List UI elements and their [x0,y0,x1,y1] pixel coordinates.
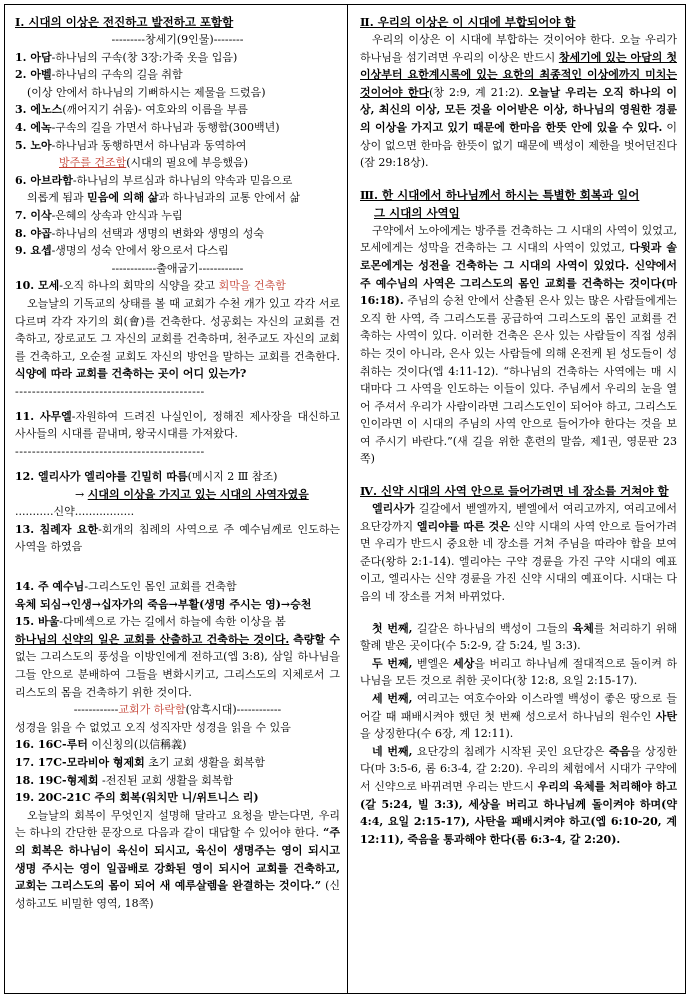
item-noah-cont [15,154,340,172]
separator-creation: ---------창세기(9인물)-------- [111,33,244,46]
item-num: 6. 아브라함 [15,173,73,187]
item-enoch [15,119,340,137]
paragraph-text: 길갈에서 벧엘까지, 벧엘에서 여리고까지, 여리고에서 요단강까지 [360,502,677,533]
item-text: (이상 안에서 하나님의 기뻐하시는 제물을 드렸음) [27,85,266,99]
item-jesus [15,578,340,596]
section-2-paragraph [360,31,677,172]
section-4-title: Ⅳ. 신약 시대의 사역 안으로 들어가려면 네 장소를 거쳐야 함 [360,484,669,499]
jesus-steps: 육체 되심→인생→십자가의 죽음→부활(생명 주시는 영)→승천 [15,597,312,611]
item-num: 4. 에녹 [15,120,52,134]
paragraph-text: 이상이 없으면 한마음 한뜻이 없기 때문에 백성이 제한을 벗어던진다(잠 29:18상). [360,120,678,170]
left-column [5,5,348,993]
paragraph-emph: 창세기에 있는 아담의 첫 이상부터 요한계시록에 있는 요한의 최종적인 이상에까지 미치는 것이어야 한다 [360,50,677,99]
paragraph-bold: 엘리야를 따른 것은 [416,519,510,533]
paragraph-bold: “주의 회복은 하나님이 육신이 되시고, 육신이 생명주는 영이 되시고 생명 주시는 영이 일곱배로 강화된 영이 되시어 교회를 건축하고, 교회는 그리스도의 몸이 되어 새 예루살렘을 완결하는 것이다.” [15,826,340,893]
item-text: 초기 교회 생활을 회복함 [144,755,266,769]
section-3-title-cont [360,204,677,222]
divider-1: --------------------------------------------- [15,384,205,398]
place-text: 을 상징한다(수 6장, 계 12:11). [360,727,514,741]
item-text: -다메섹으로 가는 길에서 하늘에 속한 이상을 봄 [59,615,286,629]
spacer [360,172,677,186]
item-num: 14. 주 예수님 [15,580,85,594]
item-text: (깨어지기 쉬움)- 여호와의 이름을 부름 [62,103,248,117]
paragraph-text: 없는 그리스도의 풍성을 이방인에게 전하고(엡 3:8), 삼일 하나님을 그들 안으로 분배하여 그들을 변화시키고, 그리스도의 지체로서 그리스도의 몸을 건축하기 위한 것이다. [15,650,340,699]
place-text: 요단강의 침례가 시작된 곳인 요단강은 [412,744,609,758]
paul-paragraph [15,631,340,701]
section-3-paragraph [360,222,677,468]
item-jacob [15,225,340,243]
item-text: 과 하나님과의 교통 안에서 삶 [158,191,301,205]
item-num: 1. 아담 [15,50,52,64]
place-text: 여리고는 여호수아와 이스라엘 백성이 좋은 땅으로 들어갈 때 패배시켜야 했던 첫 번째 성으로서 하나님의 원수인 [360,692,677,723]
item-num: 7. 이삭 [15,208,52,222]
item-num: 3. 에노스 [15,103,63,117]
item-abraham-cont [15,189,340,207]
item-num: 11. 사무엘 [15,409,72,423]
place-label: 두 번째, [372,656,413,670]
sep-text: (암흑시대)------------ [185,703,282,717]
item-bold: 믿음에 의해 삶 [87,191,159,205]
paragraph-text: (신성하고도 비밀한 영역, 18쪽) [15,879,340,910]
place-keyword: 세상 [453,656,475,670]
place-third [360,690,677,743]
item-samuel [15,408,340,443]
item-text: -자원하여 드려진 나실인이, 정해진 제사장을 대신하고 사사들의 시대를 끝내며, 왕국시대를 가져왔다. [15,409,340,441]
document-page [4,4,686,994]
item-text: -회개의 침례의 사역으로 주 예수님께로 인도하는 사역을 하였음 [15,522,340,554]
paul-emph: 하나님의 신약의 일은 교회를 산출하고 건축하는 것이다. [15,632,290,646]
paragraph-text: 오늘날의 회복이 무엇인지 설명해 달라고 요청을 받는다면, 우리는 하나의 간단한 문장으로 다음과 같이 대답할 수 있어야 한다. [15,808,340,840]
moses-highlight: 회막을 건축함 [218,279,286,293]
place-text: 를 처리하기 위해 할례 받은 곳이다(수 5:2-9, 갈 5:24, 빌 3:3). [360,621,677,653]
place-fourth [360,743,677,849]
item-paul [15,613,340,631]
item-text: -그리스도인 몸인 교회를 건축함 [84,580,237,594]
place-summary-bold: 우리의 육체를 처리해야 하고(갈 5:24, 빌 3:3), 세상을 버리고 하나님께 돌이켜야 하며(약 4:4, 요일 2:15-17), 사탄을 패배시켜야 하고(엡 6:10-20, 계 12:11), 죽음을 통과해야 한다(롬 6:3-4, 갈 2:20). [360,779,677,846]
item-num: 15. 바울 [15,615,60,629]
item-text: -하나님의 구속의 길을 취함 [51,68,183,82]
item-elisha-cont [15,486,340,504]
spacer [15,556,340,578]
paragraph-text: 구약에서 노아에게는 방주를 건축하는 그 시대의 사역이 있었고, 모세에게는 성막을 건축하는 그 시대의 사역이 있었고, [360,223,677,255]
place-text: 길갈은 하나님의 백성이 그들의 [412,621,573,635]
item-num: 19. 20C-21C 주의 회복(워치만 니/위트니스 리) [15,791,259,805]
item-moses [15,277,340,295]
section-3-title-text: 그 시대의 사역임 [374,205,460,220]
right-column [348,5,685,993]
item-num: 2. 아벨 [15,68,52,82]
paragraph-bold: 다윗과 솔로몬에게는 성전을 건축하는 그 시대의 사역이 있었다. 신약에서 주 예수님의 사역은 그리스도의 몸인 교회를 건축하는 것이다(마 16:18). [360,241,677,308]
place-keyword: 죽음 [608,744,631,758]
item-text: 의롭게 됨과 [27,191,88,205]
section-3-title: Ⅲ. 한 시대에서 하나님께서 하시는 특별한 회복과 일어 [360,187,640,202]
item-text: -하나님과 동행하면서 하나님과 동역하여 [51,138,247,152]
paragraph-text: 우리의 이상은 이 시대에 부합하는 것이어야 한다. 오늘 우리가 하나님을 섬기려면 우리의 이상은 반드시 [360,33,677,64]
place-label: 네 번째, [372,744,413,758]
item-text: 이신칭의(以信稱義) [87,738,187,752]
item-text: (시대의 필요에 부응했음) [126,156,249,170]
item-isaac [15,207,340,225]
item-luther [15,736,340,754]
item-recovery [15,789,340,807]
separator-nt: ...........신약................. [15,505,135,519]
paragraph-bold: 엘리사가 [372,502,415,516]
place-text: 벧엘은 [412,656,454,670]
place-text: 을 버리고 하나님께 절대적으로 돌이켜 하나님을 모든 것으로 취한 곳이다(창 12:8, 요일 2:15-17). [360,656,677,688]
item-text: -전진된 교회 생활을 회복함 [98,773,234,787]
item-john [15,521,340,556]
paragraph-bold: 측량할 수 [293,632,340,646]
paragraph-text: (창 2:9, 계 21:2). [429,85,524,99]
noah-ark-highlight: 방주를 건조함 [59,156,127,170]
item-joseph [15,242,340,260]
divider-2: --------------------------------------------- [15,445,205,459]
section-4-paragraph [360,500,677,606]
section-1-title: Ⅰ. 시대의 이상은 전진하고 발전하고 포함함 [15,15,234,29]
item-text: -하나님의 선택과 생명의 변화와 생명의 성숙 [51,226,265,240]
item-text: -하나님의 부르심과 하나님의 약속과 믿음으로 [72,173,293,187]
dark-ages-highlight: 교회가 하락함 [118,703,186,717]
spacer [360,606,677,620]
section-2-title: Ⅱ. 우리의 이상은 이 시대에 부합되어야 함 [360,15,576,29]
place-keyword: 육체 [572,621,594,635]
dark-ages-text: 성경을 읽을 수 없었고 오직 성직자만 성경을 읽을 수 있음 [15,720,291,734]
item-adam [15,49,340,67]
item-elisha [15,468,340,486]
paragraph-text: 주님의 승천 안에서 산출된 은사 있는 많은 사람들에게는 오직 한 사역, 즉 그리스도를 공급하여 그리스도의 몸인 교회를 건축하는 사역이 있다. 이러한 건축은 은사 있는 사람들이 직접 성취하는 것이 아니라, 은사 있는 사람들에 의해 온전케 된 성도들이 성취하는 것이다(엡 4:11-12). “하나님의 건축하는 사역에는 매 시대마다 그 사역을 인도하는 이들이 있다. 주님께서 우리의 눈을 열어 주셔서 우리가 사람이라면 그리스도인이 되어야 하고, 그리스도인이라면 이 시대의 주님의 사역 안으로 들어가야 한다는 것을 보여 주시기 바란다.”(새 길을 위한 훈련의 말씀, 제1권, 영문판 23쪽) [360,294,677,466]
item-text: -하나님의 구속(창 3장:가죽 옷을 입음) [51,50,238,64]
item-text: -오직 하나의 회막의 식양을 갖고 [59,279,219,293]
item-abel-note [15,84,340,102]
item-abel [15,66,340,84]
item-moravian [15,754,340,772]
item-abraham [15,172,340,190]
place-second [360,655,677,690]
item-num: 16. 16C-루터 [15,738,88,752]
place-label: 세 번째, [372,692,413,705]
item-num: 10. 모세 [15,279,60,293]
sep-text: ------------ [73,703,119,717]
item-num: 5. 노아 [15,138,52,152]
paragraph-text: 오늘날의 기독교의 상태를 볼 때 교회가 수천 개가 있고 각각 서로 다르며 각각 자기의 회(會)를 건축한다. 성공회는 자신의 교회를 건축하고, 장로교도 그 자신의 교회를 건축하며, 천주교도 자신의 교회를 건축하고, 오순절 교회도 자신의 방언을 말하는 교회를 건축한다. [15,296,340,363]
item-text: -구속의 길을 가면서 하나님과 동행함(300백년) [51,120,280,134]
item-num: 9. 요셉 [15,244,52,258]
item-num: 12. 엘리사가 엘리야를 긴밀히 따름 [15,470,188,484]
place-label: 첫 번째, [372,621,413,635]
spacer [15,460,340,468]
separator-exodus: ------------출애굽기------------ [111,261,244,275]
item-text: (메시지 2 Ⅲ 참조) [187,470,278,484]
place-first [360,620,677,655]
item-brethren [15,772,340,790]
spacer [360,468,677,482]
item-text: -생명의 성숙 안에서 왕으로서 다스림 [51,244,229,258]
place-keyword: 사탄 [655,709,677,723]
paragraph-text: 신약 시대의 사역 안으로 들어가려면 우리가 반드시 중요한 네 장소를 거쳐 주님을 따라야 함을 보여 준다(왕하 2:1-14). 엘리야는 구약 경륜을 가진 구약 시대의 예표이고, 엘리사는 신약 경륜을 가진 신약 시대의 예표이다. 시대는 다음의 네 장소를 거쳐 바뀌었다. [360,519,677,604]
place-text: 을 상징한다(마 3:5-6, 롬 6:3-4, 갈 2:20). 우리의 체험에서 시대가 구약에서 신약으로 바뀌려면 우리는 반드시 [360,744,677,793]
item-num: 17. 17C-모라비아 형제회 [15,755,145,769]
spacer [15,400,340,408]
item-noah [15,137,340,155]
item-num: 13. 침례자 요한 [15,522,99,536]
item-num: 8. 야곱 [15,226,52,240]
paragraph-bold: 식양에 따라 교회를 건축하는 곳이 어디 있는가? [15,367,247,381]
elisha-emph: 시대의 이상을 가지고 있는 시대의 사역자였음 [87,487,309,501]
separator-dark-ages [15,701,340,719]
moses-paragraph [15,295,340,383]
paragraph-bold: 오늘날 우리는 오직 하나의 이상, 최신의 이상, 모든 것을 이어받은 이상, 하나님의 영원한 경륜의 이상을 가지고 있기 때문에 한마음 한뜻 안에 있을 수 있다. [360,85,677,134]
item-enosh [15,101,340,119]
item-num: 18. 19C-형제회 [15,773,99,787]
arrow-text: → [75,487,88,501]
item-text: -은혜의 상속과 안식과 누림 [51,208,183,222]
recovery-paragraph [15,807,340,913]
